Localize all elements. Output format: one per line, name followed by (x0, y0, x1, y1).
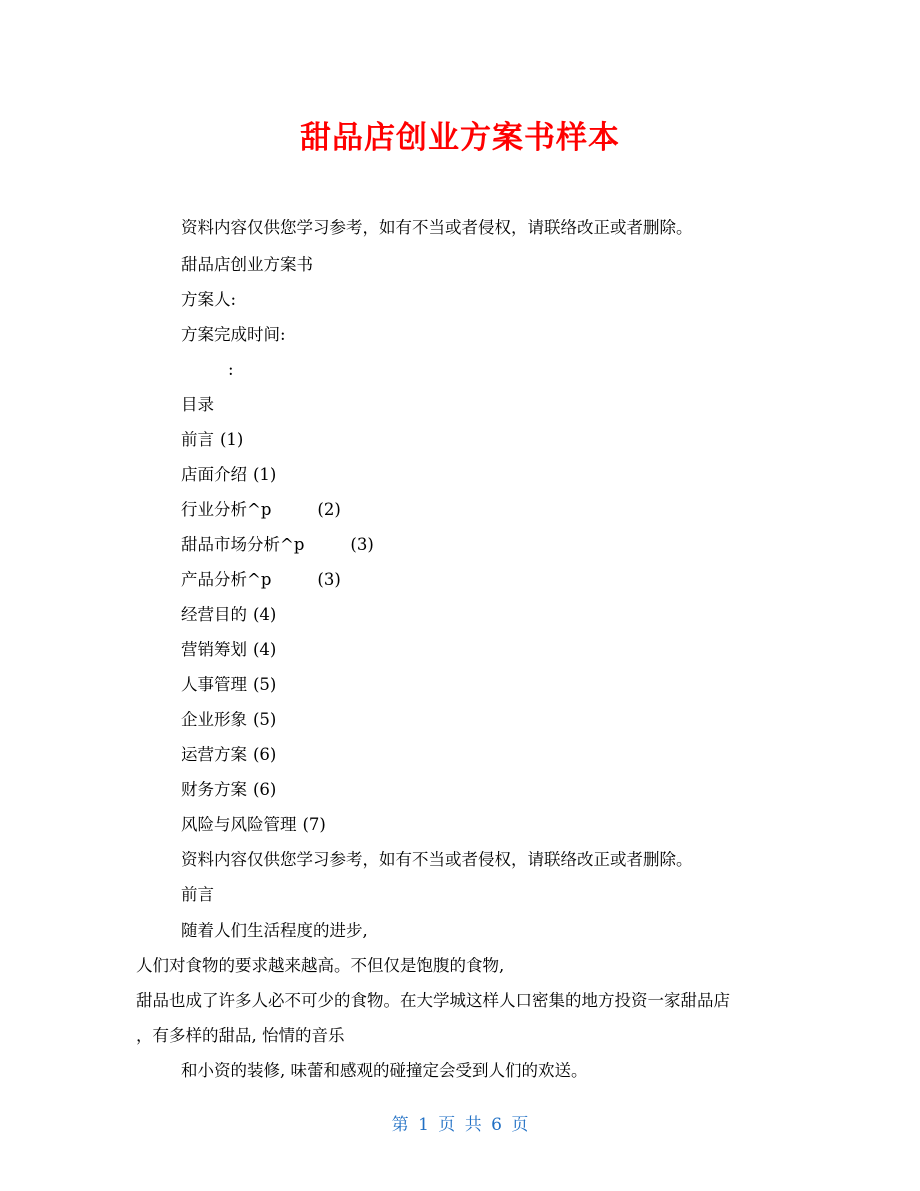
toc-item (181, 429, 243, 451)
toc-item-page: (5) (253, 675, 277, 694)
completion-time-label: 方案完成时间: (181, 325, 286, 344)
toc-item-page: (1) (253, 465, 277, 484)
toc-item (181, 779, 276, 801)
toc-item (181, 744, 276, 766)
page-footer: 第 1 页 共 6 页 (391, 1115, 529, 1135)
toc-item-label: 前言 (181, 430, 214, 449)
toc-item (181, 814, 326, 836)
disclaimer-repeat-text: 资料内容仅供您学习参考，如有不当或者侵权，请联络改正或者删除。 (181, 850, 693, 869)
toc-item-label: 经营目的 (181, 605, 247, 624)
toc-item-page: (2) (317, 500, 341, 519)
toc-item-label: 风险与风险管理 (181, 815, 297, 834)
toc-item-page: (3) (350, 535, 374, 554)
toc-item (181, 464, 276, 486)
toc-item-page: (3) (317, 570, 341, 589)
toc-item (181, 674, 276, 696)
toc-item-page: (5) (253, 710, 277, 729)
toc-item-page: (6) (253, 780, 277, 799)
toc-item (181, 534, 374, 556)
toc-item (181, 499, 341, 521)
toc-item-label: 行业分析^p (181, 500, 272, 519)
toc-item-page: (6) (253, 745, 277, 764)
toc-item-label: 运营方案 (181, 745, 247, 764)
toc-item-label: 营销筹划 (181, 640, 247, 659)
toc-item-label: 企业形象 (181, 710, 247, 729)
preface-line: ，有多样的甜品, 怡情的音乐 (136, 1026, 345, 1045)
toc-item-label: 甜品市场分析^p (181, 535, 305, 554)
document-title: 甜品店创业方案书样本 (300, 120, 620, 156)
preface-line: 甜品也成了许多人必不可少的食物。在大学城这样人口密集的地方投资一家甜品店 (136, 991, 730, 1010)
toc-item (181, 604, 276, 626)
preface-heading: 前言 (181, 885, 214, 904)
toc-item (181, 569, 341, 591)
toc-item-label: 人事管理 (181, 675, 247, 694)
toc-item-label: 店面介绍 (181, 465, 247, 484)
planner-label: 方案人: (181, 290, 237, 309)
toc-item (181, 639, 276, 661)
subtitle-text: 甜品店创业方案书 (181, 255, 313, 274)
preface-line: 随着人们生活程度的进步, (181, 921, 368, 940)
toc-item-page: (1) (220, 430, 244, 449)
toc-item-label: 产品分析^p (181, 570, 272, 589)
toc-item-page: (7) (302, 815, 326, 834)
toc-item-page: (4) (253, 605, 277, 624)
preface-line: 和小资的装修, 味蕾和感观的碰撞定会受到人们的欢送。 (181, 1061, 588, 1080)
preface-line: 人们对食物的要求越来越高。不但仅是饱腹的食物, (136, 956, 505, 975)
toc-item-label: 财务方案 (181, 780, 247, 799)
colon-line: : (228, 360, 234, 379)
toc-item-page: (4) (253, 640, 277, 659)
toc-item (181, 709, 276, 731)
toc-heading: 目录 (181, 395, 214, 414)
disclaimer-text: 资料内容仅供您学习参考，如有不当或者侵权，请联络改正或者删除。 (181, 218, 693, 237)
